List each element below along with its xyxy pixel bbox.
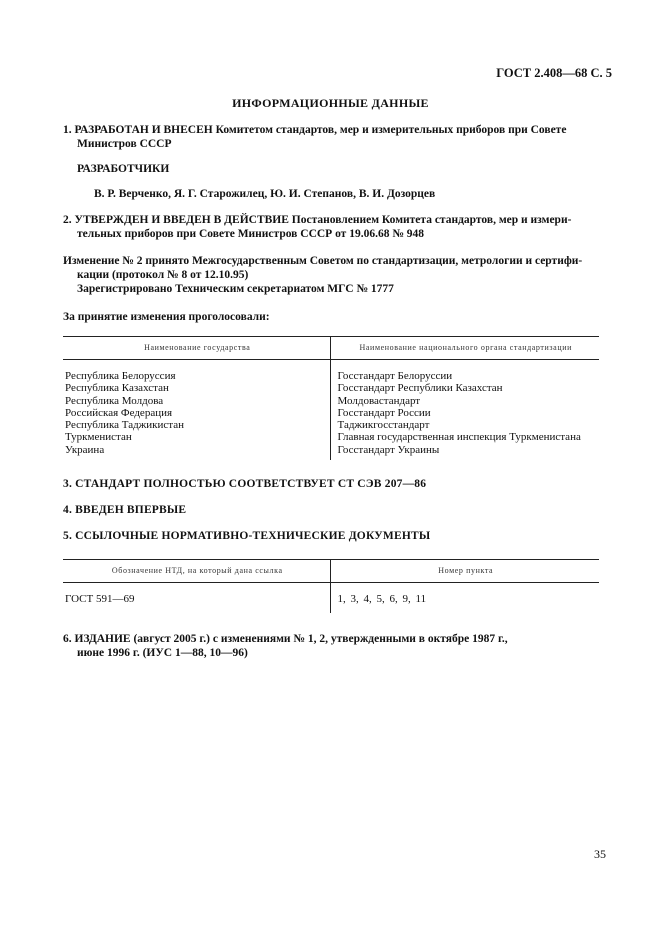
- vote-table-header-row: [63, 337, 599, 360]
- vote-body: Госстандарт Украины: [330, 444, 599, 456]
- section-2-caps: УТВЕРЖДЕН И ВВЕДЕН В ДЕЙСТВИЕ: [74, 214, 289, 226]
- table-row: [63, 395, 599, 407]
- vote-country: Республика Таджикистан: [65, 419, 184, 432]
- vote-country: Туркменистан: [65, 431, 132, 444]
- section-2: [63, 213, 623, 241]
- page-title: ИНФОРМАЦИОННЫЕ ДАННЫЕ: [232, 96, 429, 110]
- section-6-number: 6.: [63, 633, 72, 645]
- section-4-number: 4.: [63, 504, 73, 516]
- section-1-caps: РАЗРАБОТАН И ВНЕСЕН: [74, 124, 213, 136]
- table-row: [63, 382, 599, 394]
- vote-body: Госстандарт Белоруссии: [330, 370, 599, 382]
- section-5: [63, 530, 430, 542]
- section-3: [63, 478, 426, 490]
- table-row: [63, 431, 599, 443]
- vote-table-header-country: Наименование государства: [63, 337, 330, 360]
- table-row: [63, 407, 599, 419]
- vote-body: Госстандарт Республики Казахстан: [330, 382, 599, 394]
- table-row: [63, 593, 599, 613]
- section-1-text-line2: Министров СССР: [77, 138, 172, 150]
- ref-table-header-doc: Обозначение НТД, на который дана ссылка: [63, 560, 330, 583]
- vote-body: Молдовастандарт: [330, 395, 599, 407]
- vote-body: Таджикгосстандарт: [330, 419, 599, 431]
- section-6-line2: июне 1996 г. (ИУС 1—88, 10—96): [77, 647, 248, 659]
- vote-body: Госстандарт России: [330, 407, 599, 419]
- section-1-text-line1: Комитетом стандартов, мер и измерительных приборов при Совете: [215, 124, 567, 136]
- vote-country: Республика Белоруссия: [65, 370, 176, 382]
- developers-list: В. Р. Верченко, Я. Г. Старожилец, Ю. И. Степанов, В. И. Дозорцев: [94, 188, 436, 200]
- table-row: [63, 370, 599, 382]
- section-6-line1: (август 2005 г.) с изменениями № 1, 2, утвержденными в октябре 1987 г.,: [133, 633, 508, 645]
- section-6-caps: ИЗДАНИЕ: [74, 633, 131, 645]
- vote-country: Российская Федерация: [65, 406, 173, 419]
- table-row: [63, 444, 599, 456]
- vote-body: Главная государственная инспекция Туркменистана: [330, 431, 599, 443]
- ref-clauses: 1, 3, 4, 5, 6, 9, 11: [330, 593, 599, 613]
- vote-country: Украина: [65, 443, 105, 456]
- vote-table: [63, 337, 599, 460]
- amendment-line3: Зарегистрировано Техническим секретариатом МГС № 1777: [77, 283, 394, 295]
- vote-table-header-body: Наименование национального органа стандартизации: [330, 337, 599, 360]
- section-5-caps: ССЫЛОЧНЫЕ НОРМАТИВНО-ТЕХНИЧЕСКИЕ ДОКУМЕНТЫ: [75, 530, 431, 542]
- vote-country: Республика Молдова: [65, 394, 164, 407]
- page-number: 35: [594, 847, 606, 861]
- table-row: [63, 419, 599, 431]
- amendment-line2: кации (протокол № 8 от 12.10.95): [77, 269, 249, 281]
- section-2-number: 2.: [63, 214, 72, 226]
- section-3-caps: СТАНДАРТ ПОЛНОСТЬЮ СООТВЕТСТВУЕТ СТ СЭВ 207—86: [75, 478, 427, 490]
- section-1-number: 1.: [63, 124, 72, 136]
- section-2-text-line1: Постановлением Комитета стандартов, мер и измери-: [291, 214, 572, 226]
- section-4: [63, 504, 186, 516]
- section-6: [63, 632, 623, 660]
- amendment-block: [63, 254, 633, 296]
- section-4-caps: ВВЕДЕН ВПЕРВЫЕ: [75, 504, 187, 516]
- developers-heading: РАЗРАБОТЧИКИ: [77, 163, 170, 175]
- document-header-code: ГОСТ 2.408—68 С. 5: [496, 66, 612, 80]
- vote-country: Республика Казахстан: [65, 382, 169, 395]
- section-1: [63, 123, 623, 151]
- ref-table-header-row: [63, 560, 599, 583]
- ref-table: [63, 560, 599, 613]
- section-3-number: 3.: [63, 478, 73, 490]
- amendment-line1: Изменение № 2 принято Межгосударственным Советом по стандартизации, метрологии и сертифи-: [63, 255, 583, 267]
- section-5-number: 5.: [63, 530, 73, 542]
- ref-doc: ГОСТ 591—69: [65, 593, 135, 605]
- vote-heading: За принятие изменения проголосовали:: [63, 311, 270, 323]
- ref-table-header-clause: Номер пункта: [330, 560, 599, 583]
- section-2-text-line2: тельных приборов при Совете Министров СССР от 19.06.68 № 948: [77, 228, 425, 240]
